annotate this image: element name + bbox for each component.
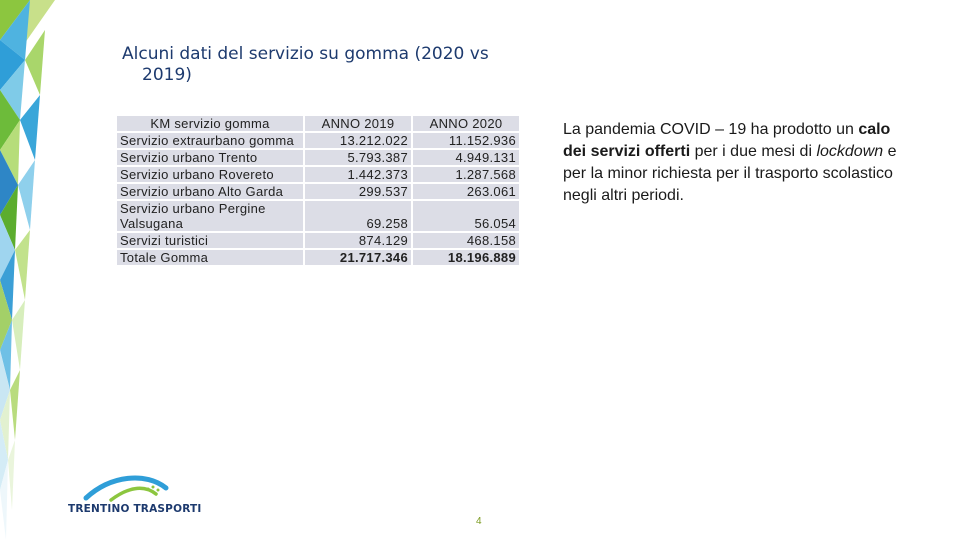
covid-note	[563, 119, 903, 207]
km-service-table	[115, 114, 521, 267]
row-label: Servizio urbano Trento	[117, 150, 303, 165]
row-value-2019: 5.793.387	[305, 150, 411, 165]
row-label: Servizio urbano Alto Garda	[117, 184, 303, 199]
table-row	[117, 201, 519, 231]
note-text-3: e per la minor richiesta per il trasporto scolastico negli altri periodi.	[563, 143, 897, 204]
row-value-2019: 874.129	[305, 233, 411, 248]
row-value-2019: 1.442.373	[305, 167, 411, 182]
note-text-2: per i due mesi di	[690, 143, 817, 160]
slide-title-line-2: 2019)	[142, 65, 192, 85]
row-value-2019: 13.212.022	[305, 133, 411, 148]
total-label: Totale Gomma	[117, 250, 303, 265]
table-row	[117, 133, 519, 148]
row-value-2020: 4.949.131	[413, 150, 519, 165]
row-value-2020: 468.158	[413, 233, 519, 248]
note-bold: calo dei servizi offerti	[563, 121, 891, 160]
page-number: 4	[476, 516, 482, 527]
row-label: Servizio urbano Pergine Valsugana	[117, 201, 303, 231]
header-year-2020: ANNO 2020	[413, 116, 519, 131]
row-value-2020: 1.287.568	[413, 167, 519, 182]
slide-title	[122, 44, 582, 86]
row-label: Servizi turistici	[117, 233, 303, 248]
row-label: Servizio urbano Rovereto	[117, 167, 303, 182]
table-row	[117, 184, 519, 199]
slide-title-line-1: Alcuni dati del servizio su gomma (2020 vs	[122, 44, 489, 64]
row-value-2019: 69.258	[305, 201, 411, 231]
note-text-1: La pandemia COVID – 19 ha prodotto un	[563, 121, 859, 138]
total-value-2020: 18.196.889	[413, 250, 519, 265]
row-value-2020: 56.054	[413, 201, 519, 231]
header-km-service: KM servizio gomma	[117, 116, 303, 131]
table-total-row	[117, 250, 519, 265]
header-year-2019: ANNO 2019	[305, 116, 411, 131]
table-row	[117, 150, 519, 165]
total-value-2019: 21.717.346	[305, 250, 411, 265]
logo-text: TRENTINO TRASPORTI	[68, 503, 202, 515]
row-label: Servizio extraurbano gomma	[117, 133, 303, 148]
note-italic: lockdown	[816, 143, 884, 160]
decorative-mosaic	[0, 0, 70, 540]
table-header-row	[117, 116, 519, 131]
table-row	[117, 233, 519, 248]
row-value-2020: 263.061	[413, 184, 519, 199]
row-value-2020: 11.152.936	[413, 133, 519, 148]
row-value-2019: 299.537	[305, 184, 411, 199]
table-row	[117, 167, 519, 182]
